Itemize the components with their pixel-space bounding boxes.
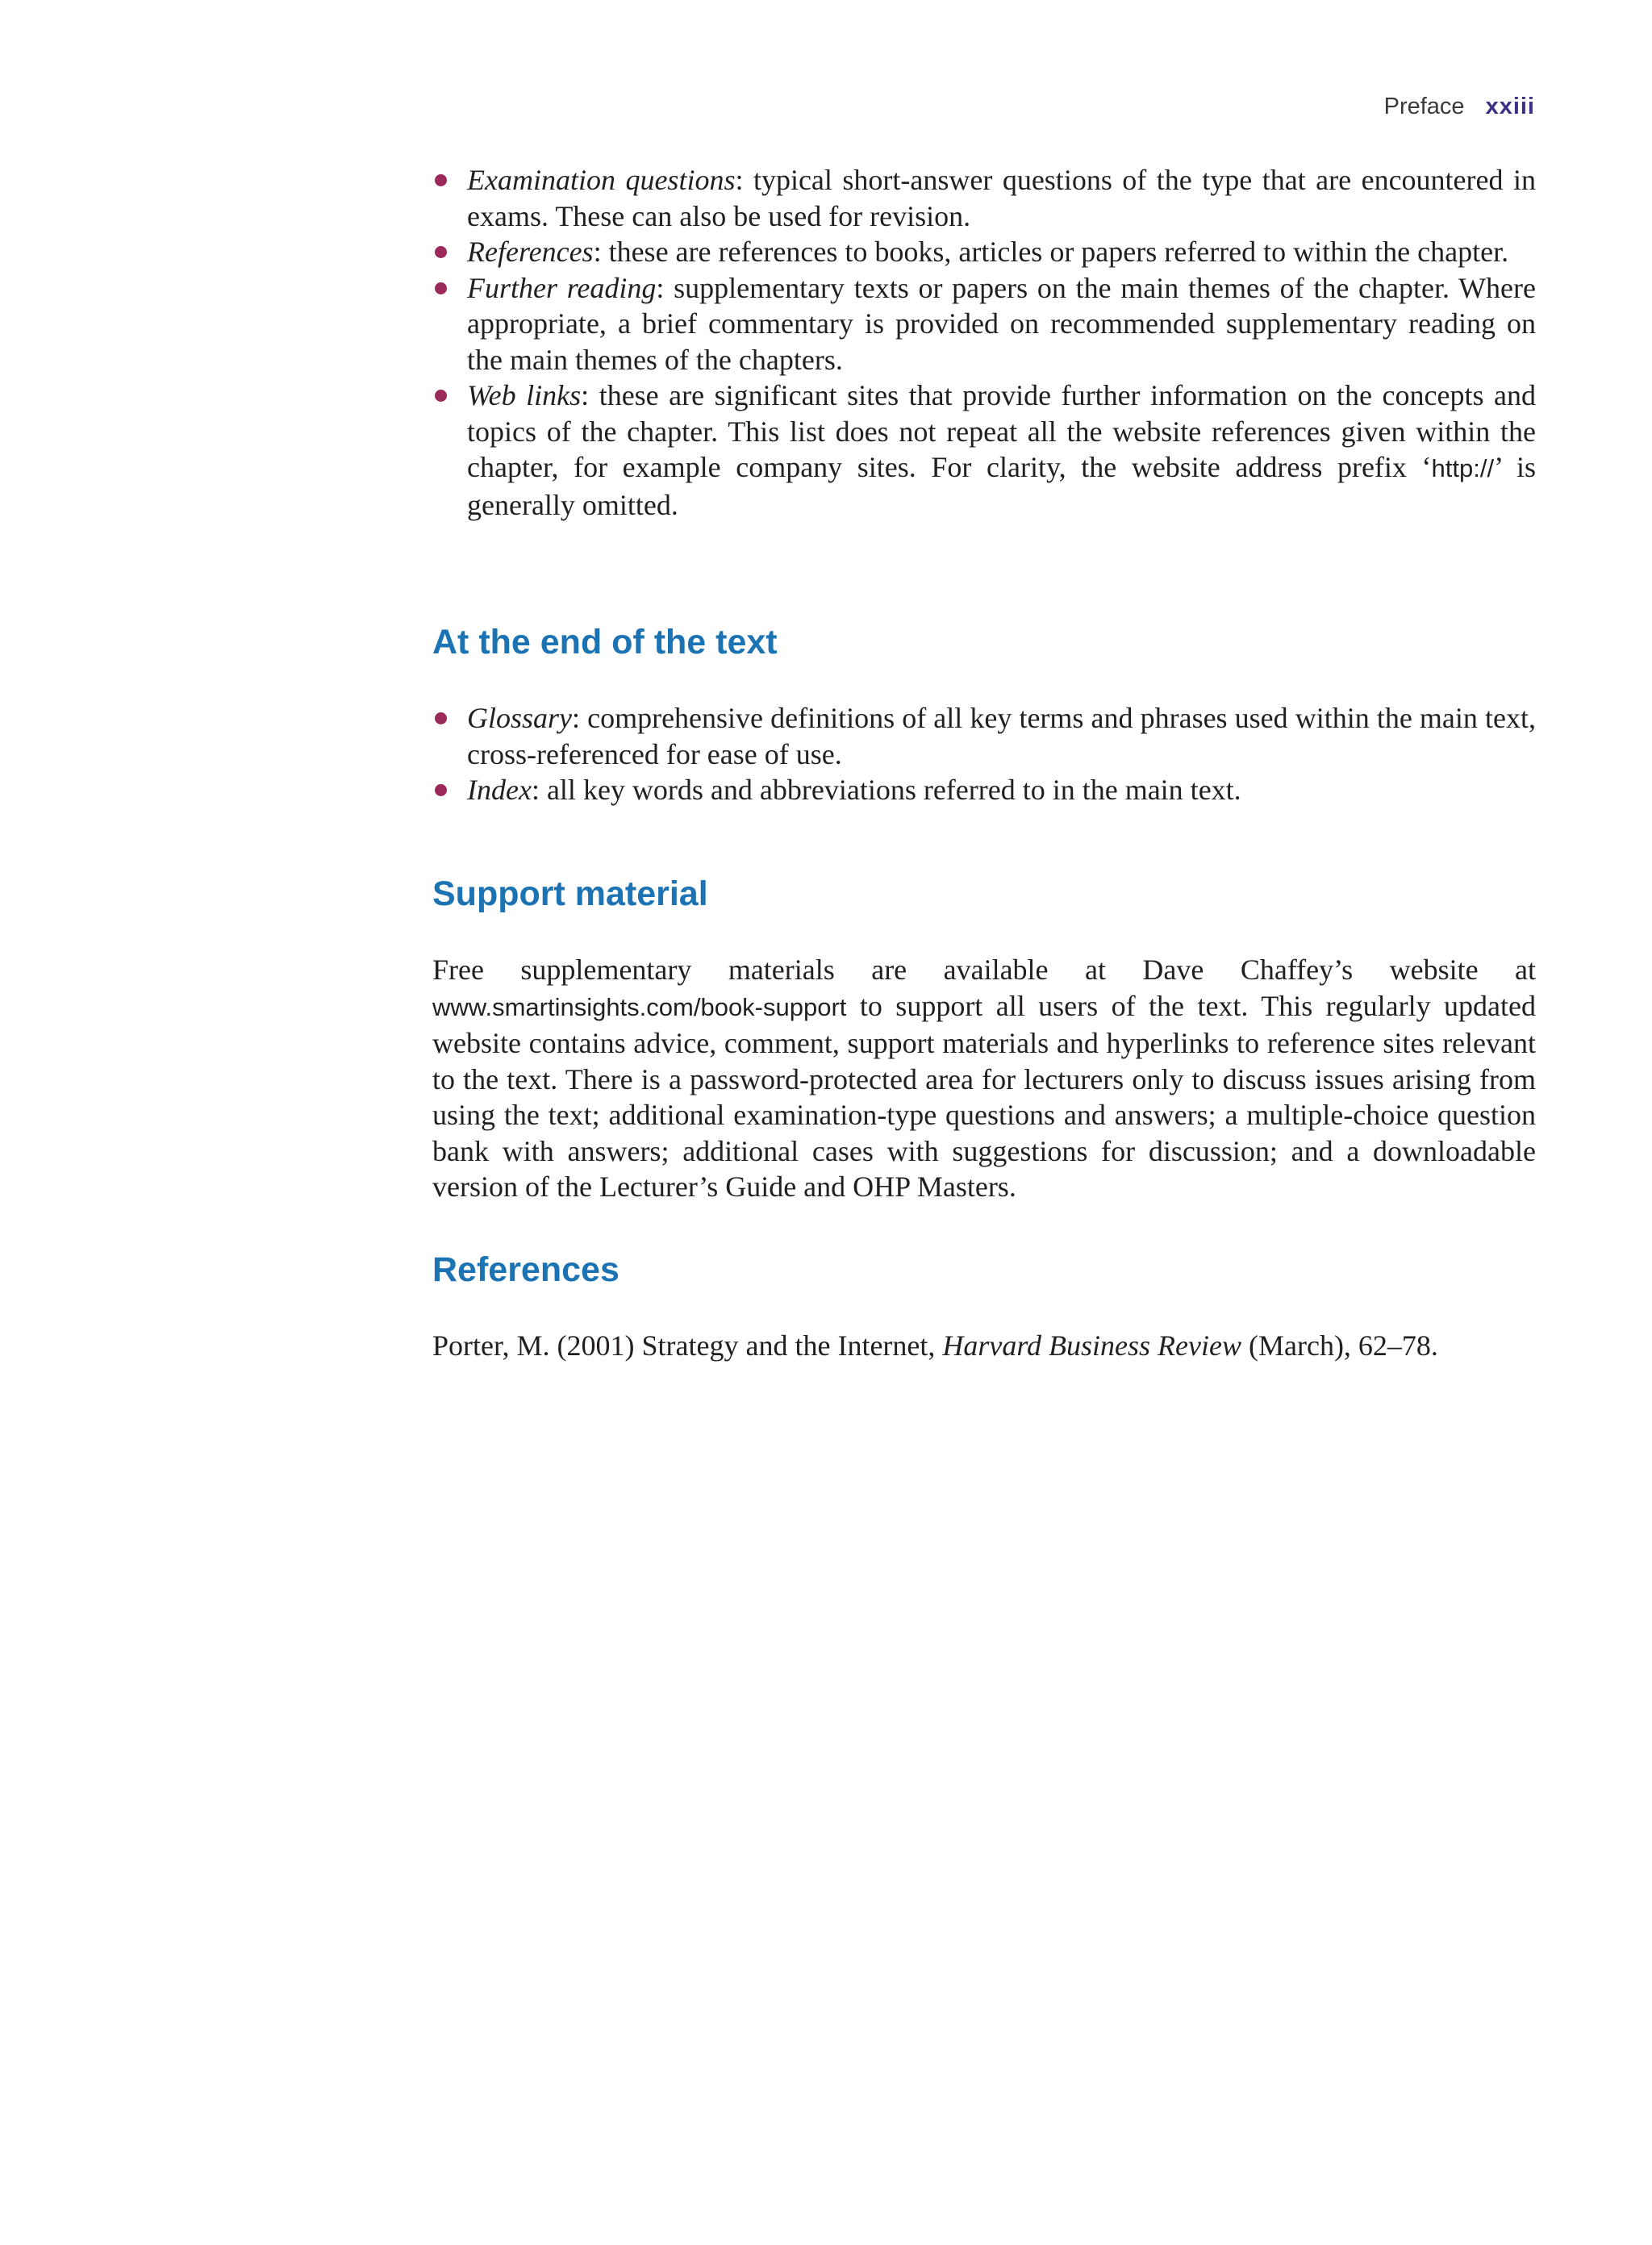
list-item [432, 772, 1536, 808]
end-of-text-list [432, 700, 1536, 808]
bullet-icon [435, 246, 447, 258]
list-item [432, 378, 1536, 523]
reference-entry [432, 1328, 1536, 1364]
support-url-link[interactable]: www.smartinsights.com/book-support [432, 992, 847, 1021]
list-item-text: : comprehensive definitions of all key terms and phrases used within the main text, cross-referenced for ease of use. [467, 702, 1536, 770]
list-item-text: : these are significant sites that provide further information on the concepts and topics of the chapter. This list does not repeat all the website references given within the chapter, for example company sites. For clarity, the website address prefix ‘ [467, 379, 1536, 483]
running-head [1384, 94, 1535, 120]
reference-details: (March), 62–78. [1241, 1329, 1438, 1362]
list-item-text: : typical short-answer questions of the type that are encountered in exams. These can also be used for revision. [467, 164, 1536, 232]
section-heading-support-material: Support material [432, 874, 708, 913]
list-item-text: : these are references to books, articles or papers referred to within the chapter. [593, 236, 1509, 268]
url-prefix: http:// [1431, 454, 1495, 482]
list-item-term: Examination questions [467, 164, 736, 196]
list-item-term: Index [467, 774, 532, 806]
reference-author-title: Porter, M. (2001) Strategy and the Internet, [432, 1329, 943, 1362]
bullet-icon [435, 390, 447, 402]
page-number: xxiii [1485, 94, 1535, 119]
list-item-text: : supplementary texts or papers on the main themes of the chapter. Where appropriate, a brief commentary is provided on recommended supplementary reading on the main themes of the chapters. [467, 271, 1536, 376]
list-item-term: Web links [467, 379, 582, 411]
section-heading-end-of-text: At the end of the text [432, 623, 778, 661]
list-item-term: Further reading [467, 271, 657, 304]
support-material-paragraph [432, 952, 1536, 1205]
bullet-icon [435, 282, 447, 294]
list-item [432, 270, 1536, 378]
support-text-start: Free supplementary materials are available at Dave Chaffey’s website at [432, 953, 1536, 986]
list-item [432, 700, 1536, 772]
reference-text [432, 1328, 1536, 1364]
bullet-icon [435, 712, 447, 724]
support-material-text [432, 952, 1536, 1205]
list-item [432, 162, 1536, 234]
support-text-end: to support all users of the text. This regularly updated website contains advice, comment, support materials and hyperlinks to reference sites relevant to the text. There is a password-protected area for lecturers only to discuss issues arising from using the text; additional examination-type questions and answers; a multiple-choice question bank with answers; additional cases with suggestions for discussion; and a downloadable version of the Lecturer’s Guide and OHP Masters. [432, 989, 1536, 1203]
section-heading-references: References [432, 1250, 620, 1289]
list-item-term: Glossary [467, 702, 573, 734]
bullet-icon [435, 784, 447, 796]
running-head-section: Preface [1383, 94, 1465, 119]
list-item [432, 234, 1536, 270]
bullet-icon [435, 174, 447, 186]
list-item-text: : all key words and abbreviations referred to in the main text. [531, 774, 1241, 806]
chapter-features-list [432, 162, 1536, 523]
list-item-term: References [467, 236, 594, 268]
reference-journal: Harvard Business Review [942, 1329, 1241, 1362]
list-item-text-end: ’ is generally omitted. [467, 451, 1537, 521]
